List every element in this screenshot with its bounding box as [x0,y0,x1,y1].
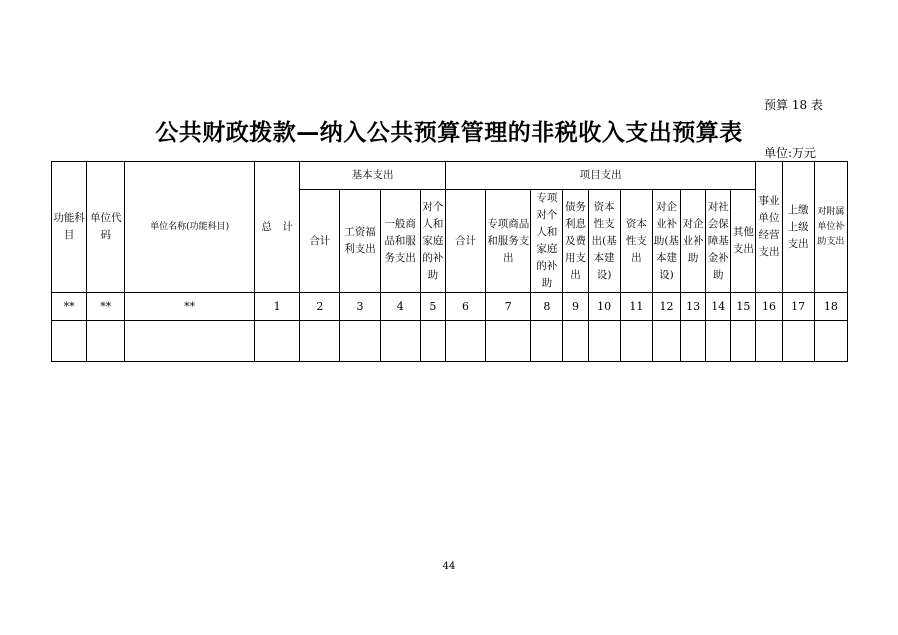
column-number: 3 [340,293,380,321]
budget-table [51,161,848,362]
column-number: 10 [588,293,620,321]
column-number: ** [125,293,255,321]
empty-cell [814,321,847,362]
column-number: ** [52,293,87,321]
empty-cell [756,321,782,362]
header-basic-col: 合计 [300,190,340,293]
header-project-col: 对社会保障基金补助 [706,190,731,293]
empty-cell [531,321,563,362]
header-upper: 上缴上级支出 [782,162,814,293]
header-basic-col: 对个人和家庭的补助 [420,190,445,293]
column-number: 17 [782,293,814,321]
header-project-col: 债务利息及费用支出 [563,190,588,293]
header-unit-name: 单位名称(功能科目) [125,162,255,293]
header-func-code: 功能科目 [52,162,87,293]
empty-cell [620,321,652,362]
empty-cell [563,321,588,362]
column-number: 6 [445,293,485,321]
empty-cell [652,321,680,362]
page-number: 44 [442,561,456,572]
header-basic-col: 工资福利支出 [340,190,380,293]
header-basic-group: 基本支出 [300,162,446,190]
empty-cell [445,321,485,362]
column-number: 13 [681,293,706,321]
empty-cell [87,321,125,362]
column-number: 2 [300,293,340,321]
column-number: ** [87,293,125,321]
empty-cell [782,321,814,362]
column-number: 7 [486,293,531,321]
header-project-col: 对企业补助 [681,190,706,293]
header-project-group: 项目支出 [445,162,756,190]
empty-cell [420,321,445,362]
column-number: 18 [814,293,847,321]
header-basic-col: 一般商品和服务支出 [380,190,420,293]
header-project-col: 资本性支出(基本建设) [588,190,620,293]
form-number: 预算 18 表 [764,98,823,112]
header-project-col: 合计 [445,190,485,293]
column-number: 12 [652,293,680,321]
column-number: 4 [380,293,420,321]
unit-label: 单位:万元 [764,146,817,160]
empty-cell [300,321,340,362]
column-number: 5 [420,293,445,321]
empty-data-row [52,321,848,362]
column-number: 16 [756,293,782,321]
empty-cell [486,321,531,362]
empty-cell [731,321,756,362]
page-title: 公共财政拨款—纳入公共预算管理的非税收入支出预算表 [155,120,743,146]
header-project-col: 专项对个人和家庭的补助 [531,190,563,293]
column-number-row [52,293,848,321]
empty-cell [340,321,380,362]
header-unit-code: 单位代码 [87,162,125,293]
column-number: 1 [255,293,300,321]
empty-cell [52,321,87,362]
header-affiliated: 对附属单位补助支出 [814,162,847,293]
header-total: 总 计 [255,162,300,293]
header-project-col: 对企业补助(基本建设) [652,190,680,293]
column-number: 8 [531,293,563,321]
empty-cell [681,321,706,362]
column-number: 9 [563,293,588,321]
column-number: 14 [706,293,731,321]
empty-cell [125,321,255,362]
column-number: 11 [620,293,652,321]
column-number: 15 [731,293,756,321]
empty-cell [706,321,731,362]
header-business: 事业单位经营支出 [756,162,782,293]
header-project-col: 其他支出 [731,190,756,293]
empty-cell [380,321,420,362]
header-project-col: 资本性支出 [620,190,652,293]
empty-cell [588,321,620,362]
header-project-col: 专项商品和服务支出 [486,190,531,293]
empty-cell [255,321,300,362]
